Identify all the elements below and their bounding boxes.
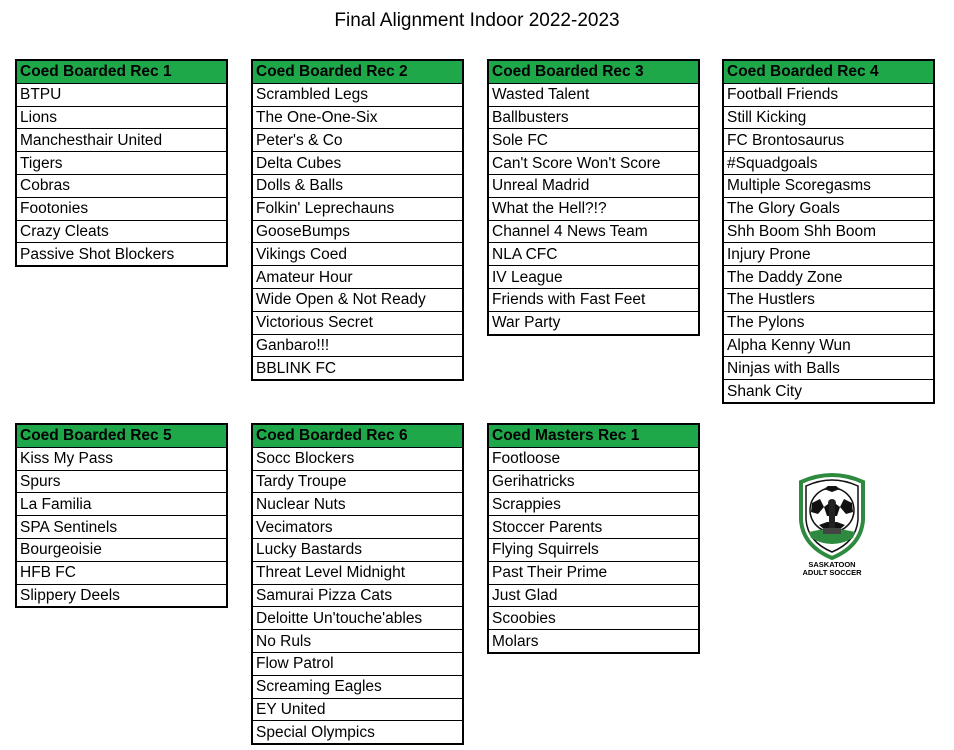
team-name: SPA Sentinels	[16, 516, 227, 539]
team-name: Ninjas with Balls	[723, 357, 934, 380]
table-row	[488, 174, 699, 197]
table-row	[252, 357, 463, 380]
team-name: Bourgeoisie	[16, 538, 227, 561]
team-name: Socc Blockers	[252, 447, 463, 470]
team-name: GooseBumps	[252, 220, 463, 243]
team-name: Footloose	[488, 447, 699, 470]
table-row	[252, 538, 463, 561]
table-row	[252, 266, 463, 289]
table-row	[252, 174, 463, 197]
team-name: Channel 4 News Team	[488, 220, 699, 243]
table-row	[723, 266, 934, 289]
table-row	[488, 607, 699, 630]
division-roster	[487, 423, 700, 654]
table-row	[488, 538, 699, 561]
team-name: Football Friends	[723, 83, 934, 106]
division-header: Coed Boarded Rec 3	[488, 60, 699, 83]
table-row	[488, 516, 699, 539]
table-row	[16, 83, 227, 106]
table-row	[488, 220, 699, 243]
team-name: Scrambled Legs	[252, 83, 463, 106]
team-name: Just Glad	[488, 584, 699, 607]
shield-soccer-ball-icon	[789, 470, 875, 560]
team-name: War Party	[488, 311, 699, 334]
table-row	[252, 334, 463, 357]
team-name: Friends with Fast Feet	[488, 288, 699, 311]
team-name: BBLINK FC	[252, 357, 463, 380]
table-row	[723, 106, 934, 129]
division-table	[487, 423, 700, 654]
team-name: HFB FC	[16, 561, 227, 584]
team-name: The One-One-Six	[252, 106, 463, 129]
team-name: NLA CFC	[488, 243, 699, 266]
team-name: #Squadgoals	[723, 152, 934, 175]
table-row	[252, 288, 463, 311]
table-row	[723, 311, 934, 334]
table-row	[252, 698, 463, 721]
table-row	[488, 243, 699, 266]
table-row	[488, 129, 699, 152]
team-name: FC Brontosaurus	[723, 129, 934, 152]
table-row	[16, 538, 227, 561]
table-row	[488, 288, 699, 311]
table-row	[723, 288, 934, 311]
division-table	[15, 423, 228, 608]
team-name: Tardy Troupe	[252, 470, 463, 493]
table-row	[252, 607, 463, 630]
team-name: Delta Cubes	[252, 152, 463, 175]
team-name: Wasted Talent	[488, 83, 699, 106]
table-row	[723, 357, 934, 380]
division-roster	[251, 59, 464, 381]
team-name: Manchesthair United	[16, 129, 227, 152]
table-row	[723, 220, 934, 243]
table-row	[252, 83, 463, 106]
team-name: Peter's & Co	[252, 129, 463, 152]
table-row	[16, 174, 227, 197]
team-name: The Daddy Zone	[723, 266, 934, 289]
division-roster	[487, 59, 700, 336]
table-row	[252, 311, 463, 334]
team-name: Can't Score Won't Score	[488, 152, 699, 175]
team-name: Threat Level Midnight	[252, 561, 463, 584]
table-row	[488, 584, 699, 607]
table-row	[252, 152, 463, 175]
team-name: Molars	[488, 630, 699, 653]
team-name: Shh Boom Shh Boom	[723, 220, 934, 243]
table-row	[252, 561, 463, 584]
table-row	[252, 243, 463, 266]
team-name: Vecimators	[252, 516, 463, 539]
table-row	[723, 152, 934, 175]
table-row	[252, 630, 463, 653]
team-name: The Hustlers	[723, 288, 934, 311]
team-name: Stoccer Parents	[488, 516, 699, 539]
team-name: Cobras	[16, 174, 227, 197]
table-row	[16, 561, 227, 584]
table-row	[16, 584, 227, 607]
table-row	[252, 129, 463, 152]
team-name: Unreal Madrid	[488, 174, 699, 197]
table-row	[488, 266, 699, 289]
table-row	[723, 174, 934, 197]
team-name: Lucky Bastards	[252, 538, 463, 561]
team-name: Flying Squirrels	[488, 538, 699, 561]
team-name: BTPU	[16, 83, 227, 106]
team-name: Lions	[16, 106, 227, 129]
team-name: Special Olympics	[252, 721, 463, 744]
table-row	[16, 220, 227, 243]
team-name: IV League	[488, 266, 699, 289]
division-table	[722, 59, 935, 404]
logo-text-line1: SASKATOON	[808, 560, 856, 569]
table-row	[252, 106, 463, 129]
team-name: Crazy Cleats	[16, 220, 227, 243]
division-header: Coed Boarded Rec 5	[16, 424, 227, 447]
table-row	[488, 83, 699, 106]
table-row	[488, 311, 699, 334]
division-roster	[251, 423, 464, 745]
team-name: Sole FC	[488, 129, 699, 152]
team-name: Folkin' Leprechauns	[252, 197, 463, 220]
table-row	[488, 493, 699, 516]
table-row	[16, 447, 227, 470]
table-row	[16, 197, 227, 220]
division-header: Coed Masters Rec 1	[488, 424, 699, 447]
team-name: Vikings Coed	[252, 243, 463, 266]
division-table	[487, 59, 700, 336]
table-row	[488, 630, 699, 653]
team-name: Samurai Pizza Cats	[252, 584, 463, 607]
table-row	[252, 470, 463, 493]
team-name: The Glory Goals	[723, 197, 934, 220]
page-title: Final Alignment Indoor 2022-2023	[334, 10, 620, 31]
division-header: Coed Boarded Rec 4	[723, 60, 934, 83]
table-row	[252, 721, 463, 744]
team-name: Nuclear Nuts	[252, 493, 463, 516]
table-row	[723, 83, 934, 106]
table-row	[16, 129, 227, 152]
team-name: Shank City	[723, 380, 934, 403]
table-row	[488, 561, 699, 584]
team-name: Scoobies	[488, 607, 699, 630]
division-table	[251, 423, 464, 745]
table-row	[252, 652, 463, 675]
team-name: Kiss My Pass	[16, 447, 227, 470]
team-name: Tigers	[16, 152, 227, 175]
team-name: What the Hell?!?	[488, 197, 699, 220]
team-name: Slippery Deels	[16, 584, 227, 607]
team-name: Wide Open & Not Ready	[252, 288, 463, 311]
table-row	[252, 447, 463, 470]
table-row	[723, 380, 934, 403]
team-name: Flow Patrol	[252, 652, 463, 675]
division-header: Coed Boarded Rec 6	[252, 424, 463, 447]
table-row	[252, 220, 463, 243]
table-row	[723, 334, 934, 357]
team-name: Ballbusters	[488, 106, 699, 129]
team-name: Dolls & Balls	[252, 174, 463, 197]
table-row	[723, 197, 934, 220]
division-header: Coed Boarded Rec 1	[16, 60, 227, 83]
team-name: Still Kicking	[723, 106, 934, 129]
team-name: Passive Shot Blockers	[16, 243, 227, 266]
team-name: Footonies	[16, 197, 227, 220]
table-row	[16, 516, 227, 539]
table-row	[488, 447, 699, 470]
team-name: Gerihatricks	[488, 470, 699, 493]
table-row	[16, 493, 227, 516]
team-name: Victorious Secret	[252, 311, 463, 334]
team-name: Amateur Hour	[252, 266, 463, 289]
team-name: Ganbaro!!!	[252, 334, 463, 357]
table-row	[252, 675, 463, 698]
division-roster	[15, 59, 228, 267]
table-row	[252, 516, 463, 539]
table-row	[252, 493, 463, 516]
division-roster	[722, 59, 935, 404]
team-name: Screaming Eagles	[252, 675, 463, 698]
division-roster	[15, 423, 228, 608]
division-table	[251, 59, 464, 381]
division-header: Coed Boarded Rec 2	[252, 60, 463, 83]
team-name: Past Their Prime	[488, 561, 699, 584]
table-row	[16, 470, 227, 493]
table-row	[252, 584, 463, 607]
team-name: The Pylons	[723, 311, 934, 334]
team-name: Spurs	[16, 470, 227, 493]
team-name: Injury Prone	[723, 243, 934, 266]
table-row	[488, 197, 699, 220]
team-name: Multiple Scoregasms	[723, 174, 934, 197]
team-name: La Familia	[16, 493, 227, 516]
team-name: EY United	[252, 698, 463, 721]
saskatoon-adult-soccer-logo	[789, 470, 875, 580]
team-name: Scrappies	[488, 493, 699, 516]
table-row	[488, 152, 699, 175]
table-row	[16, 152, 227, 175]
table-row	[723, 243, 934, 266]
table-row	[723, 129, 934, 152]
table-row	[16, 243, 227, 266]
table-row	[252, 197, 463, 220]
table-row	[488, 470, 699, 493]
table-row	[488, 106, 699, 129]
logo-text-line2: ADULT SOCCER	[802, 568, 862, 577]
division-table	[15, 59, 228, 267]
team-name: Alpha Kenny Wun	[723, 334, 934, 357]
team-name: Deloitte Un'touche'ables	[252, 607, 463, 630]
team-name: No Ruls	[252, 630, 463, 653]
table-row	[16, 106, 227, 129]
